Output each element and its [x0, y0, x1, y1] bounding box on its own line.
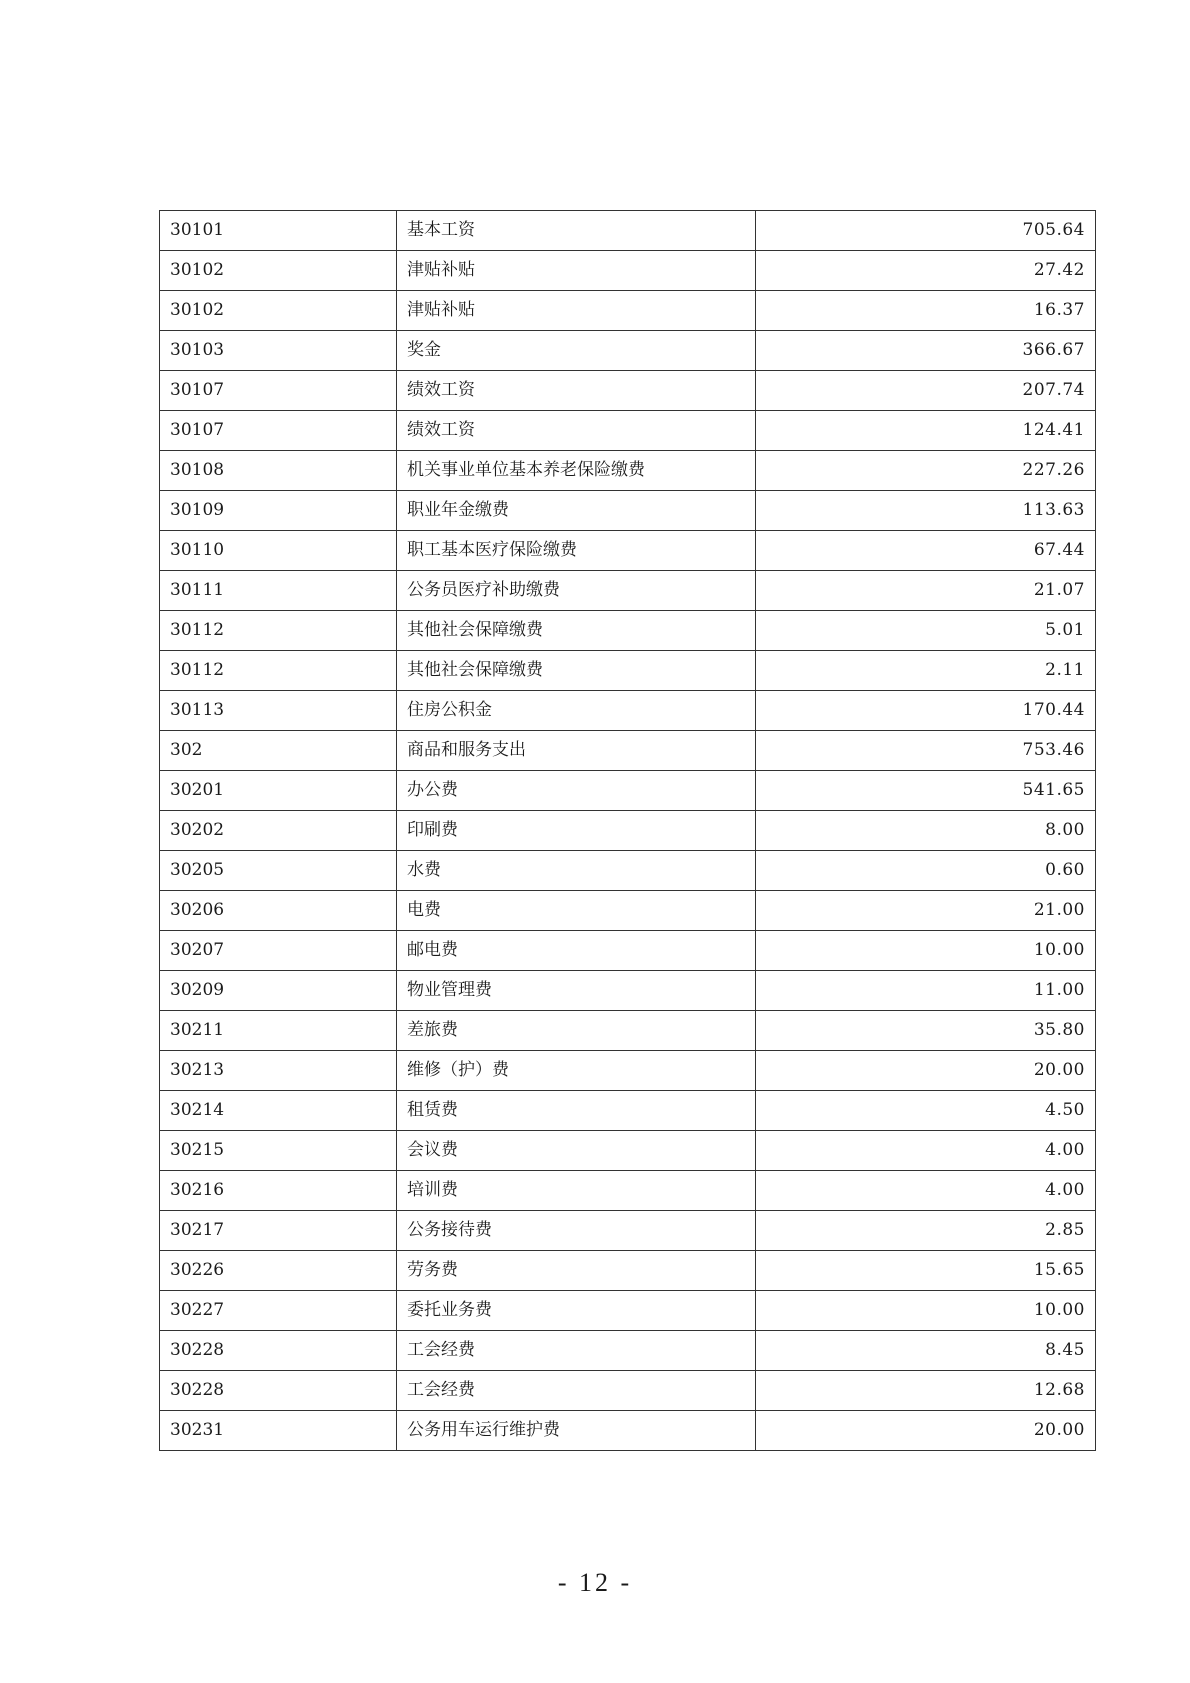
name-cell: 商品和服务支出 — [397, 731, 756, 771]
amount-cell: 8.45 — [756, 1331, 1096, 1371]
code-cell: 30113 — [160, 691, 397, 731]
name-cell: 住房公积金 — [397, 691, 756, 731]
code-cell: 30102 — [160, 251, 397, 291]
page-number: - 12 - — [557, 1568, 633, 1597]
table-row — [160, 1011, 1096, 1051]
table-row — [160, 451, 1096, 491]
code-cell: 30111 — [160, 571, 397, 611]
name-cell: 奖金 — [397, 331, 756, 371]
code-cell: 30215 — [160, 1131, 397, 1171]
amount-cell: 753.46 — [756, 731, 1096, 771]
name-cell: 办公费 — [397, 771, 756, 811]
amount-cell: 16.37 — [756, 291, 1096, 331]
table-row — [160, 291, 1096, 331]
amount-cell: 20.00 — [756, 1051, 1096, 1091]
code-cell: 30107 — [160, 411, 397, 451]
name-cell: 公务员医疗补助缴费 — [397, 571, 756, 611]
table-row — [160, 251, 1096, 291]
amount-cell: 67.44 — [756, 531, 1096, 571]
amount-cell: 35.80 — [756, 1011, 1096, 1051]
amount-cell: 113.63 — [756, 491, 1096, 531]
name-cell: 基本工资 — [397, 211, 756, 251]
code-cell: 30101 — [160, 211, 397, 251]
name-cell: 劳务费 — [397, 1251, 756, 1291]
code-cell: 30206 — [160, 891, 397, 931]
code-cell: 30205 — [160, 851, 397, 891]
table-row — [160, 611, 1096, 651]
table-row — [160, 1251, 1096, 1291]
table-row — [160, 771, 1096, 811]
code-cell: 30213 — [160, 1051, 397, 1091]
name-cell: 其他社会保障缴费 — [397, 611, 756, 651]
name-cell: 工会经费 — [397, 1331, 756, 1371]
table-row — [160, 811, 1096, 851]
amount-cell: 227.26 — [756, 451, 1096, 491]
amount-cell: 11.00 — [756, 971, 1096, 1011]
name-cell: 公务用车运行维护费 — [397, 1411, 756, 1451]
table-body — [160, 211, 1096, 1451]
table-row — [160, 491, 1096, 531]
table-row — [160, 1291, 1096, 1331]
table-row — [160, 731, 1096, 771]
amount-cell: 0.60 — [756, 851, 1096, 891]
amount-cell: 21.07 — [756, 571, 1096, 611]
code-cell: 30107 — [160, 371, 397, 411]
table-row — [160, 411, 1096, 451]
expenditure-table — [159, 210, 1096, 1451]
name-cell: 水费 — [397, 851, 756, 891]
amount-cell: 27.42 — [756, 251, 1096, 291]
code-cell: 30110 — [160, 531, 397, 571]
code-cell: 30231 — [160, 1411, 397, 1451]
table-row — [160, 371, 1096, 411]
name-cell: 印刷费 — [397, 811, 756, 851]
amount-cell: 10.00 — [756, 1291, 1096, 1331]
name-cell: 职工基本医疗保险缴费 — [397, 531, 756, 571]
amount-cell: 15.65 — [756, 1251, 1096, 1291]
name-cell: 职业年金缴费 — [397, 491, 756, 531]
amount-cell: 207.74 — [756, 371, 1096, 411]
amount-cell: 20.00 — [756, 1411, 1096, 1451]
name-cell: 租赁费 — [397, 1091, 756, 1131]
table-row — [160, 1331, 1096, 1371]
code-cell: 30207 — [160, 931, 397, 971]
code-cell: 30202 — [160, 811, 397, 851]
code-cell: 30201 — [160, 771, 397, 811]
table-row — [160, 531, 1096, 571]
code-cell: 30102 — [160, 291, 397, 331]
code-cell: 30217 — [160, 1211, 397, 1251]
table-row — [160, 571, 1096, 611]
name-cell: 绩效工资 — [397, 411, 756, 451]
name-cell: 绩效工资 — [397, 371, 756, 411]
table-row — [160, 211, 1096, 251]
table-row — [160, 971, 1096, 1011]
table-row — [160, 1411, 1096, 1451]
table-row — [160, 331, 1096, 371]
amount-cell: 8.00 — [756, 811, 1096, 851]
name-cell: 会议费 — [397, 1131, 756, 1171]
code-cell: 30228 — [160, 1371, 397, 1411]
code-cell: 30108 — [160, 451, 397, 491]
table-row — [160, 651, 1096, 691]
amount-cell: 12.68 — [756, 1371, 1096, 1411]
code-cell: 30109 — [160, 491, 397, 531]
amount-cell: 170.44 — [756, 691, 1096, 731]
code-cell: 30103 — [160, 331, 397, 371]
amount-cell: 4.50 — [756, 1091, 1096, 1131]
code-cell: 30226 — [160, 1251, 397, 1291]
table-row — [160, 851, 1096, 891]
table-row — [160, 1131, 1096, 1171]
code-cell: 30228 — [160, 1331, 397, 1371]
amount-cell: 4.00 — [756, 1131, 1096, 1171]
name-cell: 其他社会保障缴费 — [397, 651, 756, 691]
table-row — [160, 691, 1096, 731]
amount-cell: 4.00 — [756, 1171, 1096, 1211]
amount-cell: 5.01 — [756, 611, 1096, 651]
name-cell: 津贴补贴 — [397, 251, 756, 291]
name-cell: 差旅费 — [397, 1011, 756, 1051]
amount-cell: 21.00 — [756, 891, 1096, 931]
code-cell: 30216 — [160, 1171, 397, 1211]
table-row — [160, 1371, 1096, 1411]
amount-cell: 10.00 — [756, 931, 1096, 971]
table-row — [160, 1051, 1096, 1091]
code-cell: 30112 — [160, 611, 397, 651]
amount-cell: 2.11 — [756, 651, 1096, 691]
table-row — [160, 891, 1096, 931]
amount-cell: 366.67 — [756, 331, 1096, 371]
name-cell: 委托业务费 — [397, 1291, 756, 1331]
code-cell: 30227 — [160, 1291, 397, 1331]
name-cell: 维修（护）费 — [397, 1051, 756, 1091]
amount-cell: 541.65 — [756, 771, 1096, 811]
table-row — [160, 931, 1096, 971]
amount-cell: 705.64 — [756, 211, 1096, 251]
name-cell: 工会经费 — [397, 1371, 756, 1411]
name-cell: 电费 — [397, 891, 756, 931]
code-cell: 30112 — [160, 651, 397, 691]
table-row — [160, 1171, 1096, 1211]
name-cell: 培训费 — [397, 1171, 756, 1211]
code-cell: 30209 — [160, 971, 397, 1011]
name-cell: 物业管理费 — [397, 971, 756, 1011]
name-cell: 机关事业单位基本养老保险缴费 — [397, 451, 756, 491]
code-cell: 302 — [160, 731, 397, 771]
amount-cell: 124.41 — [756, 411, 1096, 451]
name-cell: 津贴补贴 — [397, 291, 756, 331]
code-cell: 30214 — [160, 1091, 397, 1131]
table-row — [160, 1211, 1096, 1251]
code-cell: 30211 — [160, 1011, 397, 1051]
table-row — [160, 1091, 1096, 1131]
amount-cell: 2.85 — [756, 1211, 1096, 1251]
name-cell: 邮电费 — [397, 931, 756, 971]
name-cell: 公务接待费 — [397, 1211, 756, 1251]
